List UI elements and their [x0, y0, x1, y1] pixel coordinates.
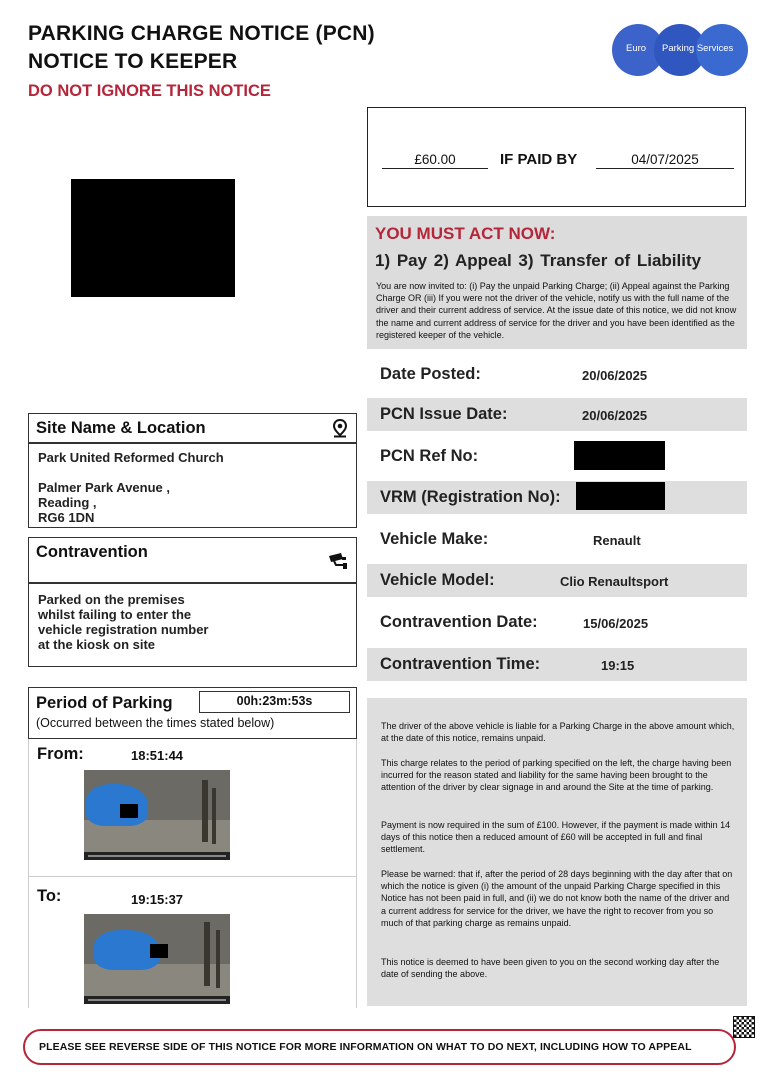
site-heading: Site Name & Location — [36, 419, 206, 437]
site-postcode: RG6 1DN — [38, 510, 95, 525]
site-name: Park United Reformed Church — [38, 450, 224, 465]
parking-duration: 00h:23m:53s — [199, 691, 350, 713]
discount-amount: £60.00 — [382, 152, 488, 169]
contravention-time-label: Contravention Time: — [380, 655, 541, 673]
notice-paragraph-2: This charge relates to the period of parking specified on the left, the charge having been incurred for the reason stated and liability for the same having been brought to the attention of the driver by clear signage in and around the Site at the time of parking. — [381, 758, 732, 793]
date-posted-value: 20/06/2025 — [582, 368, 648, 383]
site-heading-box — [28, 413, 357, 443]
cctv-camera-icon — [326, 552, 348, 570]
camera-image-entry — [84, 770, 230, 860]
logo-word-parking-services: Parking Services — [662, 43, 734, 54]
if-paid-by-label: IF PAID BY — [500, 151, 578, 168]
warning-text: DO NOT IGNORE THIS NOTICE — [28, 82, 271, 100]
row-vehicle-make — [367, 523, 747, 556]
to-label: To: — [37, 887, 62, 905]
logo-word-euro: Euro — [626, 43, 647, 54]
to-time: 19:15:37 — [131, 892, 184, 907]
vehicle-make-value: Renault — [593, 533, 641, 548]
qr-code — [733, 1016, 755, 1038]
notice-title: PARKING CHARGE NOTICE (PCN) — [28, 22, 375, 45]
vehicle-model-label: Vehicle Model: — [380, 571, 495, 589]
site-address-line2: Reading , — [38, 495, 97, 510]
notice-text-panel — [367, 698, 747, 1006]
pcn-ref-label: PCN Ref No: — [380, 447, 479, 465]
notice-paragraph-3: Payment is now required in the sum of £100. However, if the payment is made within 14 days of this notice then a reduced amount of £60 will be accepted in full and final settlement. — [381, 820, 731, 855]
notice-subtitle: NOTICE TO KEEPER — [28, 50, 238, 73]
contravention-time-value: 19:15 — [601, 658, 635, 673]
act-now-options: 1) Pay 2) Appeal 3) Transfer of Liability — [375, 251, 702, 270]
contravention-line2: whilst failing to enter the — [38, 607, 192, 622]
row-issue-date — [367, 398, 747, 431]
footer-banner — [23, 1029, 736, 1065]
row-contravention-date — [367, 606, 747, 639]
row-vrm — [367, 481, 747, 514]
euro-parking-services-logo — [612, 24, 748, 76]
act-now-panel — [367, 216, 747, 349]
camera-image-exit — [84, 914, 230, 1004]
contravention-heading: Contravention — [36, 543, 148, 561]
row-date-posted — [367, 358, 747, 391]
redacted-address — [71, 179, 235, 297]
vehicle-make-label: Vehicle Make: — [380, 530, 489, 548]
contravention-details-box — [28, 583, 357, 667]
redacted-vrm — [576, 482, 665, 510]
contravention-date-label: Contravention Date: — [380, 613, 538, 631]
act-now-paragraph: You are now invited to: (i) Pay the unpaid Parking Charge; (ii) Appeal against the Parking Charge OR (iii) If you were not the driver of the vehicle, notify us with the full name of the driver and their current address of service. At the issue date of this notice, we did not know the name and current address of service for the driver and you have been identified as the registered keeper of the vehicle. — [376, 281, 737, 340]
from-time: 18:51:44 — [131, 748, 184, 763]
row-pcn-ref — [367, 440, 747, 473]
period-box — [28, 687, 357, 739]
notice-paragraph-5: This notice is deemed to have been given to you on the second working day after the date of sending the above. — [381, 957, 720, 980]
contravention-line1: Parked on the premises — [38, 592, 185, 607]
period-subtitle: (Occurred between the times stated below) — [36, 716, 275, 730]
contravention-heading-box — [28, 537, 357, 583]
site-details-box — [28, 443, 357, 528]
footer-text: PLEASE SEE REVERSE SIDE OF THIS NOTICE FOR MORE INFORMATION ON WHAT TO DO NEXT, INCLUDING HOW TO APPEAL — [39, 1041, 692, 1053]
due-date: 04/07/2025 — [596, 152, 734, 169]
payment-box — [367, 107, 746, 207]
redacted-pcn-ref — [574, 441, 665, 470]
row-vehicle-model — [367, 564, 747, 597]
notice-paragraph-4: Please be warned: that if, after the period of 28 days beginning with the day after that on which the notice is given (i) the amount of the unpaid Parking Charge specified in this Notice has not been paid in full, and (ii) we do not know both the name of the driver and a current address for service for the driver, we have the right to recover from you so much of that parking charge as remains unpaid. — [381, 869, 733, 928]
date-posted-label: Date Posted: — [380, 365, 481, 383]
contravention-line3: vehicle registration number — [38, 622, 209, 637]
notice-paragraph-1: The driver of the above vehicle is liable for a Parking Charge in the above amount which, at the date of this notice, remains unpaid. — [381, 721, 735, 744]
issue-date-label: PCN Issue Date: — [380, 405, 508, 423]
issue-date-value: 20/06/2025 — [582, 408, 648, 423]
contravention-date-value: 15/06/2025 — [583, 616, 649, 631]
period-heading: Period of Parking — [36, 694, 173, 712]
site-address-line1: Palmer Park Avenue , — [38, 480, 170, 495]
vrm-label: VRM (Registration No): — [380, 488, 561, 506]
act-now-heading: YOU MUST ACT NOW: — [375, 224, 556, 243]
from-label: From: — [37, 745, 84, 763]
contravention-line4: at the kiosk on site — [38, 637, 156, 652]
row-contravention-time — [367, 648, 747, 681]
location-pin-icon — [332, 419, 348, 438]
vehicle-model-value: Clio Renaultsport — [560, 574, 669, 589]
